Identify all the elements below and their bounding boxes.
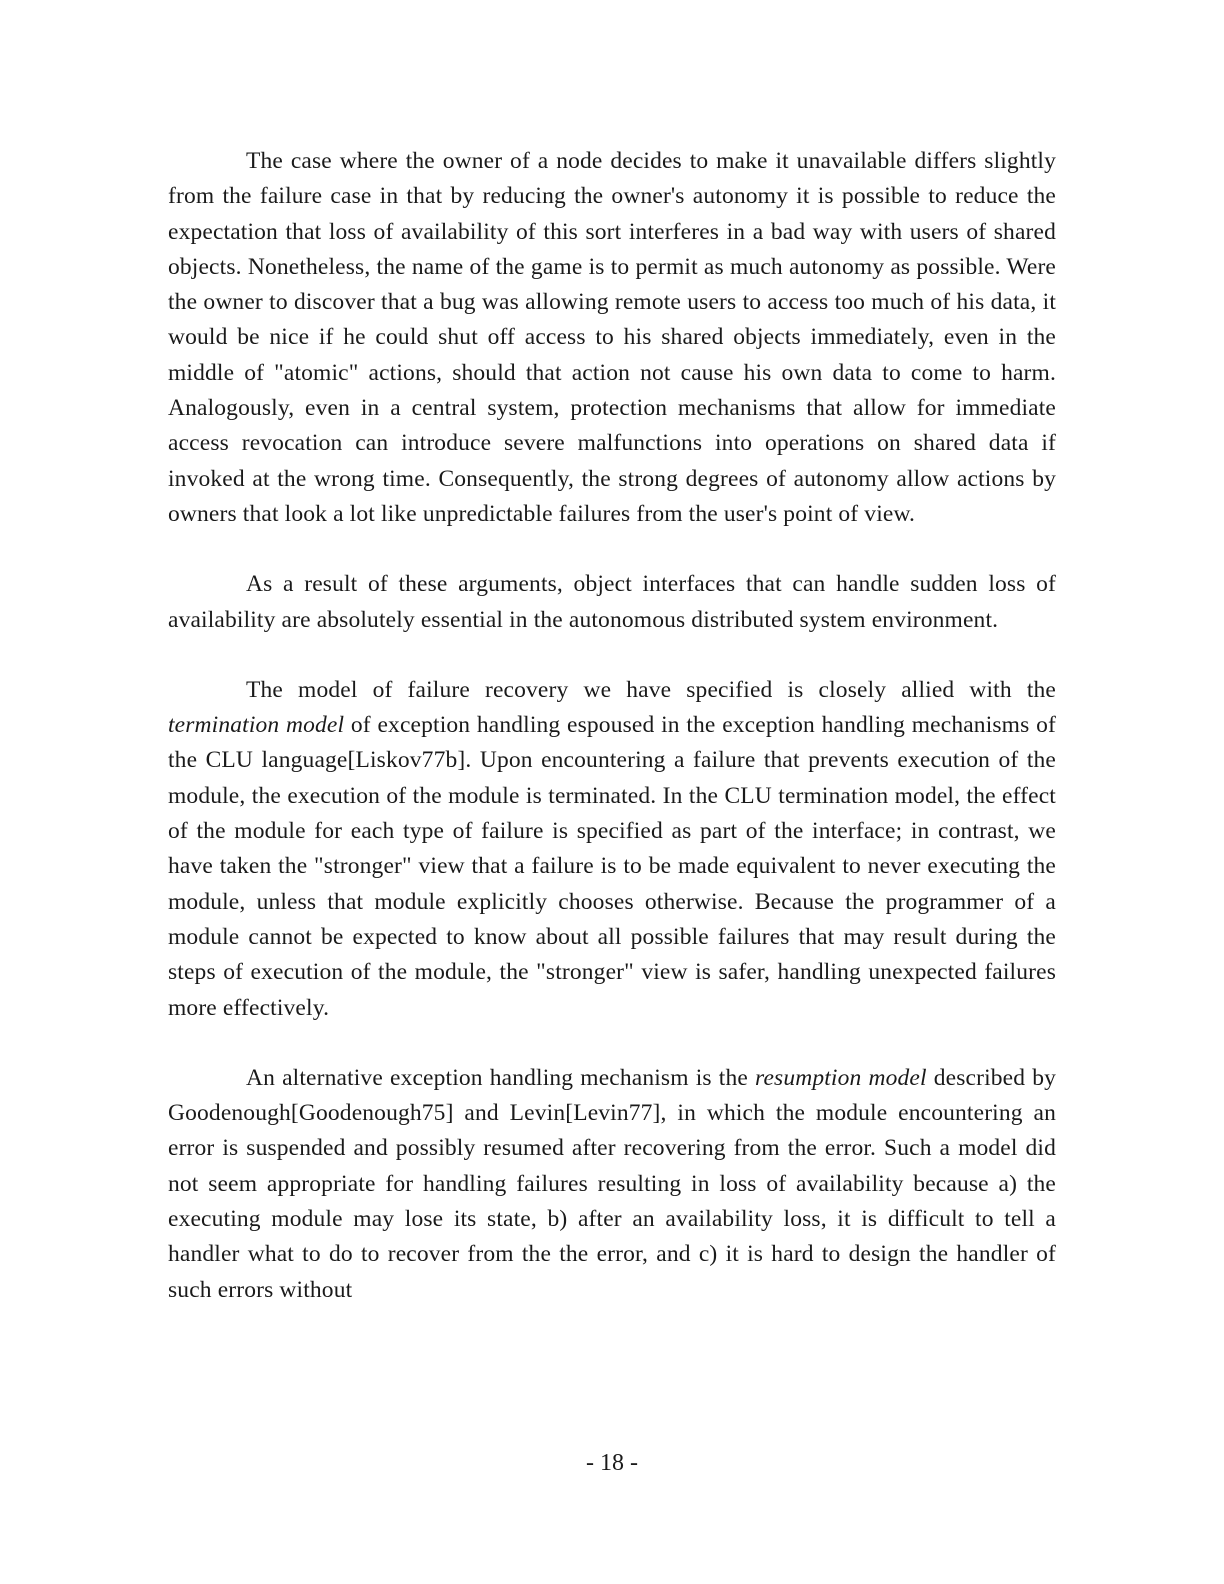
page-body	[168, 144, 1056, 1343]
paragraph-text: described by Goodenough[Goodenough75] and Levin[Levin77], in which the module encountering an error is suspended and possibly resumed after recovering from the error. Such a model did not seem appropriate for handling failures resulting in loss of availability because a) the executing module may lose its state, b) after an availability loss, it is difficult to tell a handler what to do to recover from the the error, and c) it is hard to design the handler of such errors without	[168, 1064, 1056, 1303]
paragraph-termination-model	[168, 673, 1056, 1026]
paragraph-text: The case where the owner of a node decides to make it unavailable differs slightly from the failure case in that by reducing the owner's autonomy it is possible to reduce the expectation that loss of availability of this sort interferes in a bad way with users of shared objects. Nonetheless, the name of the game is to permit as much autonomy as possible. Were the owner to discover that a bug was allowing remote users to access too much of his data, it would be nice if he could shut off access to his shared objects immediately, even in the middle of "atomic" actions, should that action not cause his own data to come to harm. Analogously, even in a central system, protection mechanisms that allow for immediate access revocation can introduce severe malfunctions into operations on shared data if invoked at the wrong time. Consequently, the strong degrees of autonomy allow actions by owners that look a lot like unpredictable failures from the user's point of view.	[168, 148, 1056, 527]
paragraph-arguments-result	[168, 567, 1056, 638]
paragraph-text: The model of failure recovery we have specified is closely allied with the	[246, 676, 1056, 703]
italic-term-resumption-model: resumption model	[755, 1064, 927, 1091]
paragraph-text: As a result of these arguments, object interfaces that can handle sudden loss of availability are absolutely essential in the autonomous distributed system environment.	[168, 571, 1056, 633]
paragraph-text: An alternative exception handling mechanism is the	[246, 1064, 756, 1091]
paragraph-text: of exception handling espoused in the exception handling mechanisms of the CLU language[Liskov77b]. Upon encountering a failure that prevents execution of the module, the execution of the module is terminated. In the CLU termination model, the effect of the module for each type of failure is specified as part of the interface; in contrast, we have taken the "stronger" view that a failure is to be made equivalent to never executing the module, unless that module explicitly chooses otherwise. Because the programmer of a module cannot be expected to know about all possible failures that may result during the steps of execution of the module, the "stronger" view is safer, handling unexpected failures more effectively.	[168, 712, 1056, 1021]
italic-term-termination-model: termination model	[168, 712, 345, 739]
paragraph-owner-unavailable	[168, 144, 1056, 532]
paragraph-resumption-model	[168, 1061, 1056, 1308]
page-number: - 18 -	[586, 1450, 638, 1476]
